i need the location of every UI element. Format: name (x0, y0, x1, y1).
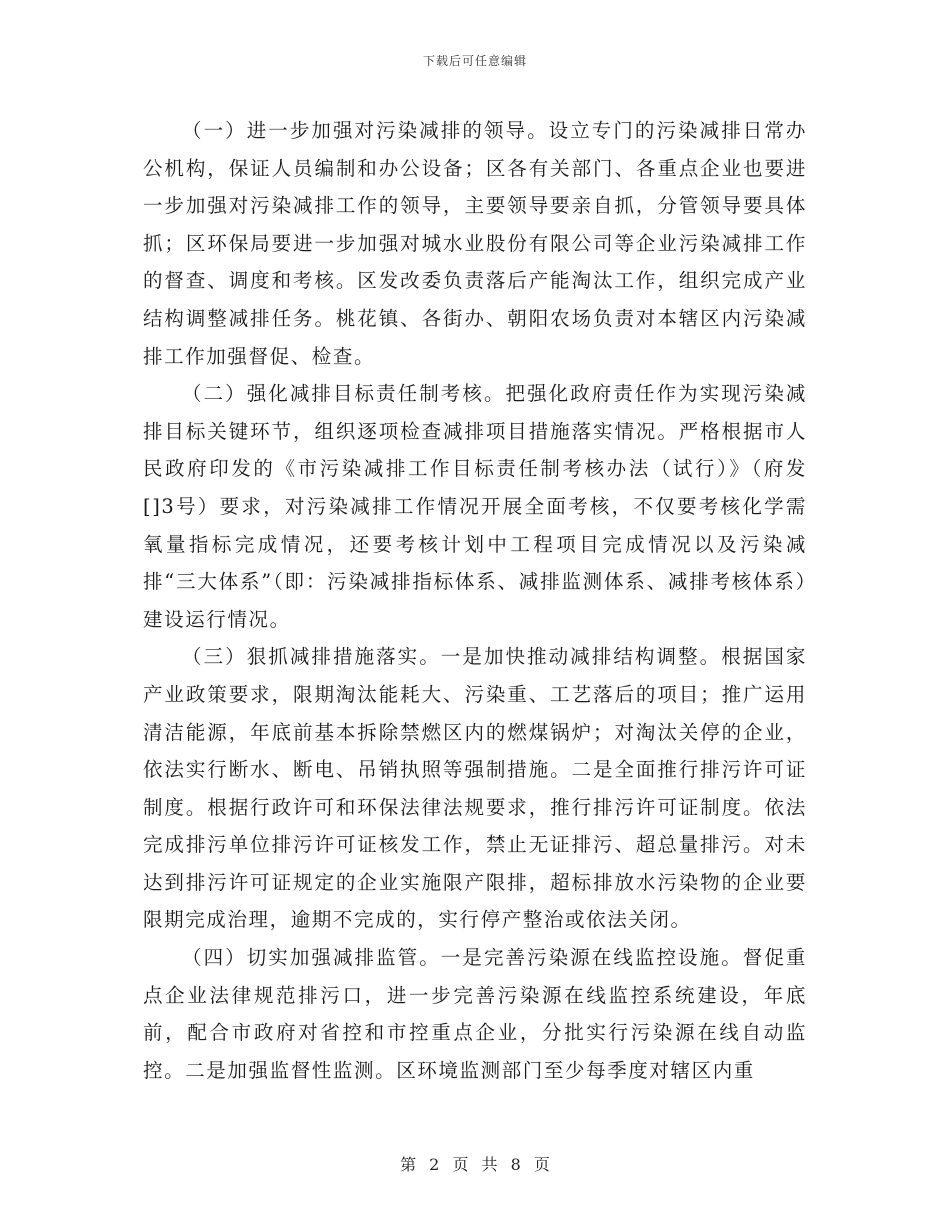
page-number-footer: 第 2 页 共 8 页 (400, 1155, 550, 1174)
paragraph-3: （三）狠抓减排措施落实。一是加快推动减排结构调整。根据国家产业政策要求，限期淘汰能耗大、污染重、工艺落后的项目；推广运用清洁能源，年底前基本拆除禁燃区内的燃煤锅炉；对淘汰关停的企业，依法实行断水、断电、吊销执照等强制措施。二是全面推行排污许可证制度。根据行政许可和环保法律法规要求，推行排污许可证制度。依法完成排污单位排污许可证核发工作，禁止无证排污、超总量排污。对未达到排污许可证规定的企业实施限产限排，超标排放水污染物的企业要限期完成治理，逾期不完成的，实行停产整治或依法关闭。 (143, 645, 807, 932)
paragraph-4: （四）切实加强减排监管。一是完善污染源在线监控设施。督促重点企业法律规范排污口，进一步完善污染源在线监控系统建设，年底前，配合市政府对省控和市控重点企业，分批实行污染源在线自动监控。二是加强监督性监测。区环境监测部门至少每季度对辖区内重 (143, 946, 807, 1082)
paragraph-2: （二）强化减排目标责任制考核。把强化政府责任作为实现污染减排目标关键环节，组织逐项检查减排项目措施落实情况。严格根据市人民政府印发的《市污染减排工作目标责任制考核办法（试行）》（府发[]3号）要求，对污染减排工作情况开展全面考核，不仅要考核化学需氧量指标完成情况，还要考核计划中工程项目完成情况以及污染减排“三大体系”（即：污染减排指标体系、减排监测体系、减排考核体系）建设运行情况。 (143, 382, 807, 631)
document-body (143, 112, 807, 1089)
paragraph-1: （一）进一步加强对污染减排的领导。设立专门的污染减排日常办公机构，保证人员编制和办公设备；区各有关部门、各重点企业也要进一步加强对污染减排工作的领导，主要领导要亲自抓，分管领导要具体抓；区环保局要进一步加强对城水业股份有限公司等企业污染减排工作的督查、调度和考核。区发改委负责落后产能淘汰工作，组织完成产业结构调整减排任务。桃花镇、各街办、朝阳农场负责对本辖区内污染减排工作加强督促、检查。 (143, 119, 807, 368)
page-header-note: 下载后可任意编辑 (422, 54, 527, 68)
